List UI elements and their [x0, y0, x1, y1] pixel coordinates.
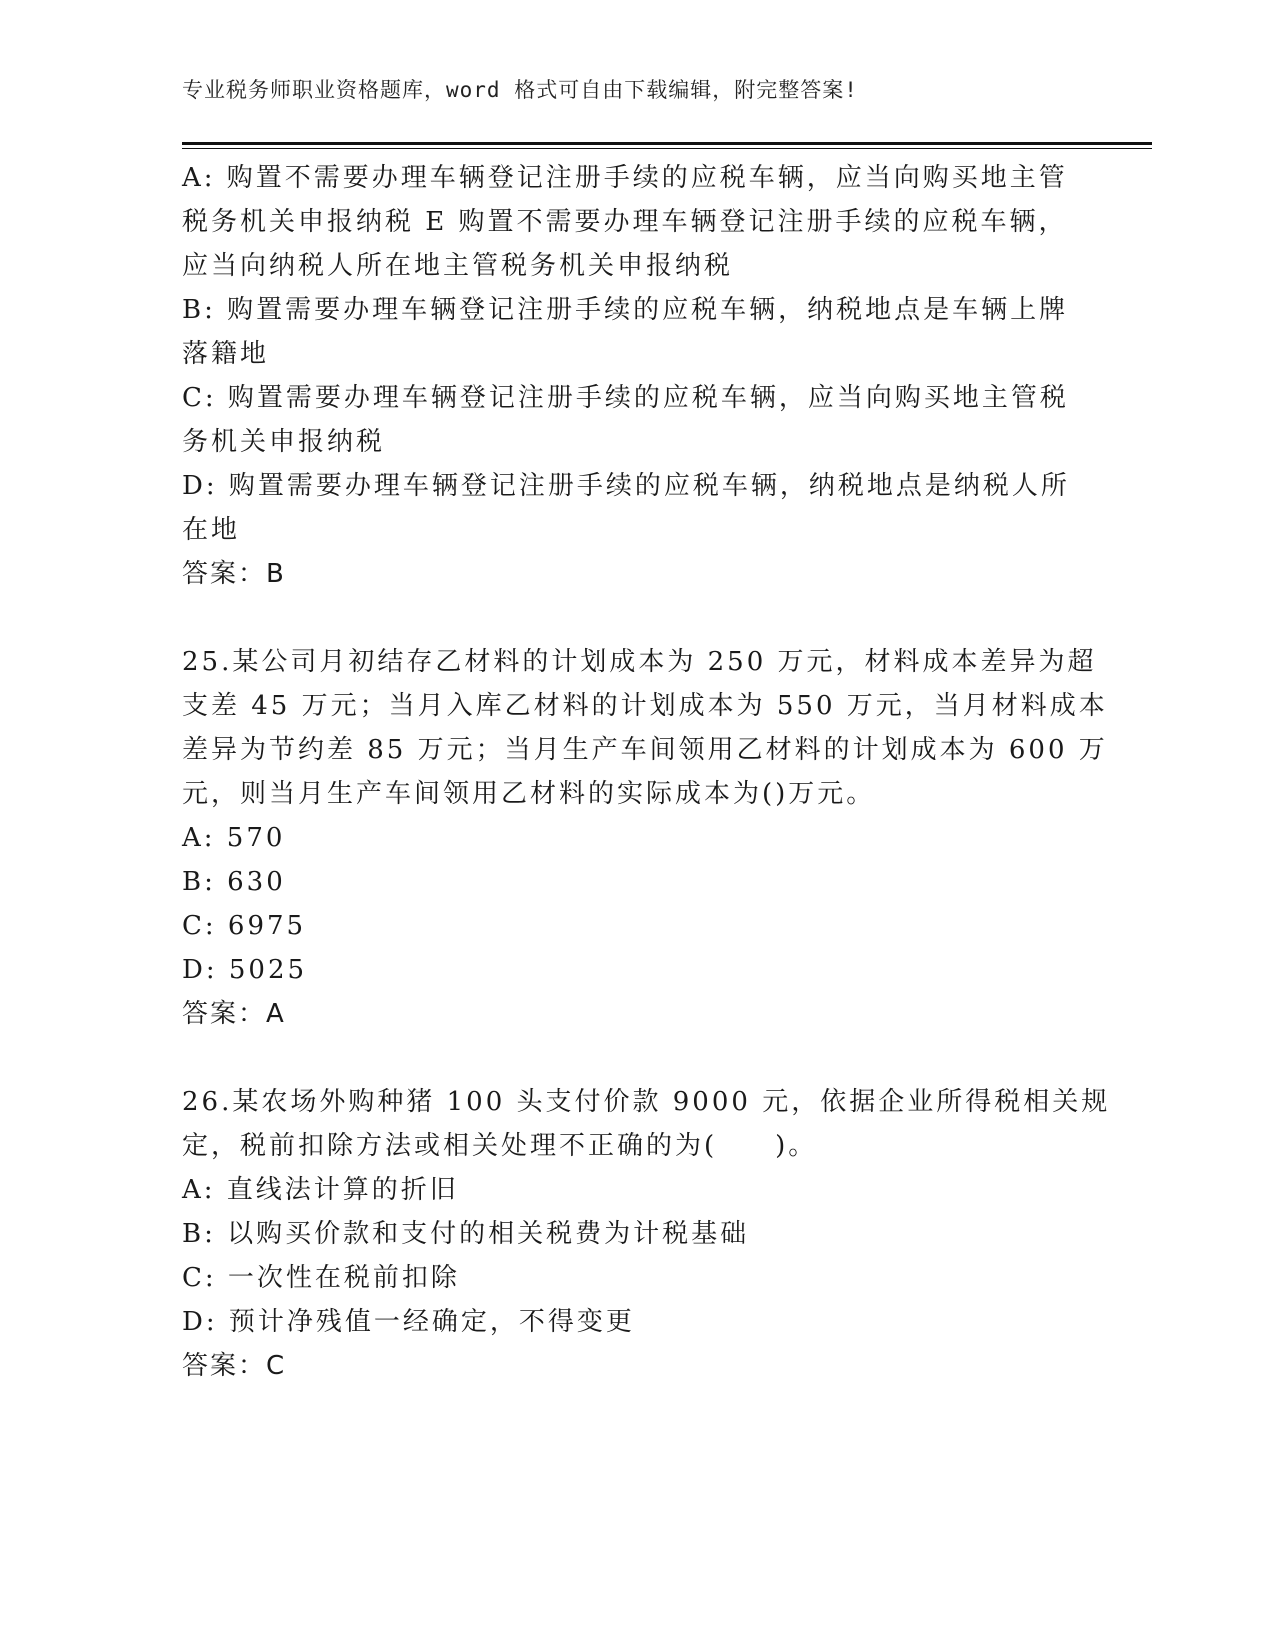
question-line: 25.某公司月初结存乙材料的计划成本为 250 万元，材料成本差异为超 — [182, 647, 1097, 677]
q26-answer: 答案：C — [182, 1351, 287, 1381]
q25-answer: 答案：A — [182, 999, 286, 1029]
q25-question — [182, 640, 1108, 816]
option-line: B: 购置需要办理车辆登记注册手续的应税车辆，纳税地点是车辆上牌 — [182, 295, 1069, 325]
q25-option-b: B: 630 — [182, 867, 286, 897]
q25-option-a: A: 570 — [182, 823, 286, 853]
option-line: 在地 — [182, 515, 241, 545]
option-line: A: 购置不需要办理车辆登记注册手续的应税车辆，应当向购买地主管 — [182, 163, 1068, 193]
question-line: 26.某农场外购种猪 100 头支付价款 9000 元，依据企业所得税相关规 — [182, 1087, 1111, 1117]
header-rule-thin — [182, 148, 1152, 149]
q24-option-b — [182, 288, 1072, 376]
q26-option-b: B: 以购买价款和支付的相关税费为计税基础 — [182, 1219, 750, 1249]
q24-answer: 答案：B — [182, 559, 286, 589]
question-line: 差异为节约差 85 万元；当月生产车间领用乙材料的计划成本为 600 万 — [182, 735, 1108, 765]
option-line: D: 购置需要办理车辆登记注册手续的应税车辆，纳税地点是纳税人所 — [182, 471, 1070, 501]
option-line: 税务机关申报纳税 E 购置不需要办理车辆登记注册手续的应税车辆， — [182, 207, 1068, 237]
question-line: 元，则当月生产车间领用乙材料的实际成本为()万元。 — [182, 779, 876, 809]
option-line: 落籍地 — [182, 339, 270, 369]
spacer — [182, 1036, 1072, 1080]
header-rule-thick — [182, 142, 1152, 145]
question-line: 支差 45 万元；当月入库乙材料的计划成本为 550 万元，当月材料成本 — [182, 691, 1108, 721]
q26-option-c: C: 一次性在税前扣除 — [182, 1263, 460, 1293]
q26-option-a: A: 直线法计算的折旧 — [182, 1175, 459, 1205]
q26-question — [182, 1080, 1111, 1168]
option-line: 务机关申报纳税 — [182, 427, 386, 457]
q24-option-d — [182, 464, 1072, 552]
q26-option-d: D: 预计净残值一经确定，不得变更 — [182, 1307, 635, 1337]
option-line: C: 购置需要办理车辆登记注册手续的应税车辆，应当向购买地主管税 — [182, 383, 1069, 413]
document-body — [182, 156, 1111, 1388]
spacer — [182, 596, 1072, 640]
question-line: 定，税前扣除方法或相关处理不正确的为( )。 — [182, 1131, 818, 1161]
q25-option-c: C: 6975 — [182, 911, 307, 941]
option-line: 应当向纳税人所在地主管税务机关申报纳税 — [182, 251, 734, 281]
page-header: 专业税务师职业资格题库，word 格式可自由下载编辑，附完整答案! — [182, 78, 858, 102]
q24-option-c — [182, 376, 1072, 464]
q24-option-a — [182, 156, 1072, 288]
q25-option-d: D: 5025 — [182, 955, 308, 985]
